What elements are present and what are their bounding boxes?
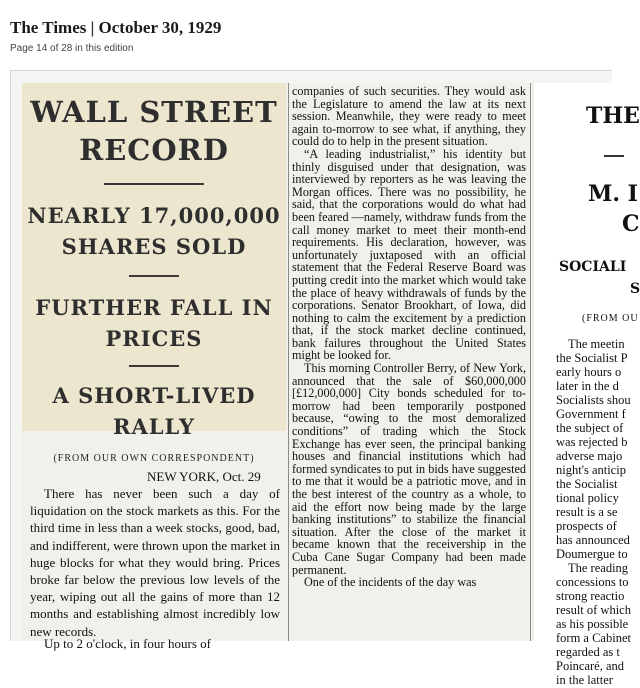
title-separator: | (90, 20, 95, 37)
col3-text-line: Doumergue to (556, 547, 628, 561)
dateline: NEW YORK, Oct. 29 (147, 469, 261, 484)
column-rule (530, 83, 531, 641)
article-column-3 (534, 83, 640, 687)
col3-text-line: adverse majo (556, 449, 623, 463)
col3-text-line: The reading (568, 561, 629, 575)
page-indicator: Page 14 of 28 in this edition (10, 43, 134, 54)
col3-text-line: as his possible (556, 617, 629, 631)
col3-headline: M. I (588, 181, 638, 207)
col3-text-line: strong reactio (556, 589, 625, 603)
subheadline-line-5: A SHORT-LIVED (52, 383, 256, 408)
headline-divider (129, 275, 179, 277)
col3-text-line: Socialists shou (556, 393, 631, 407)
col3-text-line: The meetin (568, 337, 625, 351)
col3-subheadline: SOCIALI (559, 259, 627, 275)
col3-text-line: the Socialist P (556, 351, 628, 365)
subheadline-line-4: PRICES (105, 326, 203, 351)
col3-text-line: later in the d (556, 379, 619, 393)
edition-title (10, 18, 221, 38)
col3-text-line: prospects of (556, 519, 617, 533)
byline: (FROM OUR OWN CORRESPONDENT) (53, 453, 255, 464)
headline-line-1: WALL STREET (30, 95, 278, 129)
col3-text-line: concessions to (556, 575, 629, 589)
viewer-header (0, 0, 611, 70)
col3-text-line: regarded as t (556, 645, 620, 659)
col3-text-line: early hours o (556, 365, 622, 379)
col3-text-line: in the latter (556, 673, 613, 687)
article-column-2 (292, 85, 526, 641)
col3-headline: THE (586, 103, 640, 129)
headline-line-2: RECORD (79, 133, 229, 167)
article-paragraph: One of the incidents of the day was (304, 575, 477, 590)
article-column-1 (22, 83, 286, 651)
subheadline-line-1: NEARLY 17,000,000 (27, 203, 281, 228)
col3-text-line: result of which (556, 603, 631, 617)
col3-text-line: has announced (556, 533, 630, 547)
publication-name[interactable]: The Times (10, 18, 87, 37)
page-viewer[interactable] (10, 70, 640, 687)
col3-text-line: Poincaré, and (556, 659, 625, 673)
col3-text-line: Government f (556, 407, 626, 421)
subheadline-line-2: SHARES SOLD (61, 234, 247, 259)
col3-byline: (FROM OU (582, 313, 639, 324)
edition-date[interactable]: October 30, 1929 (98, 18, 222, 37)
col3-headline: C (622, 211, 640, 237)
column-rule (288, 83, 289, 641)
article-paragraph: “A leading industrialist,” his identity but thinly disguised under that designation, was interviewed by reporters as he was leaving the Morgan offices. There was no possibility, he said, that the corporations would do what had been feared —namely, withdraw funds from the call money market to meet their month-end requirements. His declaration, however, was unfortunately juxtaposed with an official statement that the Federal Reserve Board was putting credit into the market which would take the place of heavy withdrawals of funds by the corporations. Senator Brookhart, of Iowa, did nothing to calm the excitement by a prediction that, if the stock market decline continued, bank failures throughout the United States might be looked for. (292, 146, 526, 363)
col3-text-line: night's anticip (556, 463, 626, 477)
subheadline-line-6: RALLY (113, 414, 195, 439)
col3-divider (604, 155, 624, 157)
col3-text-line: the Socialist (556, 477, 618, 491)
col3-text-line: form a Cabinet (556, 631, 631, 645)
headline-divider (104, 183, 204, 185)
col3-text-line: was rejected b (556, 435, 628, 449)
col3-text-line: tional policy (556, 491, 619, 505)
article-paragraph-cutoff: Up to 2 o'clock, in four hours of (44, 636, 211, 651)
article-paragraph: This morning Controller Berry, of New York, announced that the sale of $60,000,000 [£12,000,000] City bonds scheduled for to-morrow had been temporarily postponed because, “owing to the most demoralized conditions” of trading which the Stock Exchange has ever seen, the principal banking houses and financial institutions which had formed syndicates to put in bids have suggested to me that it would be a patriotic move, and in the best interest of the country as a whole, to aid the effort now being made by the large banking institutions” to stabilize the financial situation. After the close of the market it became known that the receivership in the Cuba Cane Sugar Company had been made permanent. (292, 361, 526, 577)
article-paragraph: There has never been such a day of liquidation on the stock markets as this. For the third time in less than a week stocks, good, bad, and indifferent, were thrown upon the market in huge blocks for what they would bring. Prices broke far below the previous low levels of the year, wiping out all the gains of more than 12 months and establishing almost incredibly low new records. (30, 486, 280, 639)
col3-text-line: the subject of (556, 421, 624, 435)
newspaper-page-scan[interactable] (22, 83, 640, 687)
col3-subheadline: S (630, 281, 640, 297)
subheadline-line-3: FURTHER FALL IN (35, 295, 273, 320)
headline-divider (129, 365, 179, 367)
article-paragraph: companies of such securities. They would ask the Legislature to amend the law at its next session. Meanwhile, they were ready to meet again to-morrow to see what, if anything, they could do to help in the present situation. (292, 84, 526, 149)
col3-text-line: result is a se (556, 505, 618, 519)
